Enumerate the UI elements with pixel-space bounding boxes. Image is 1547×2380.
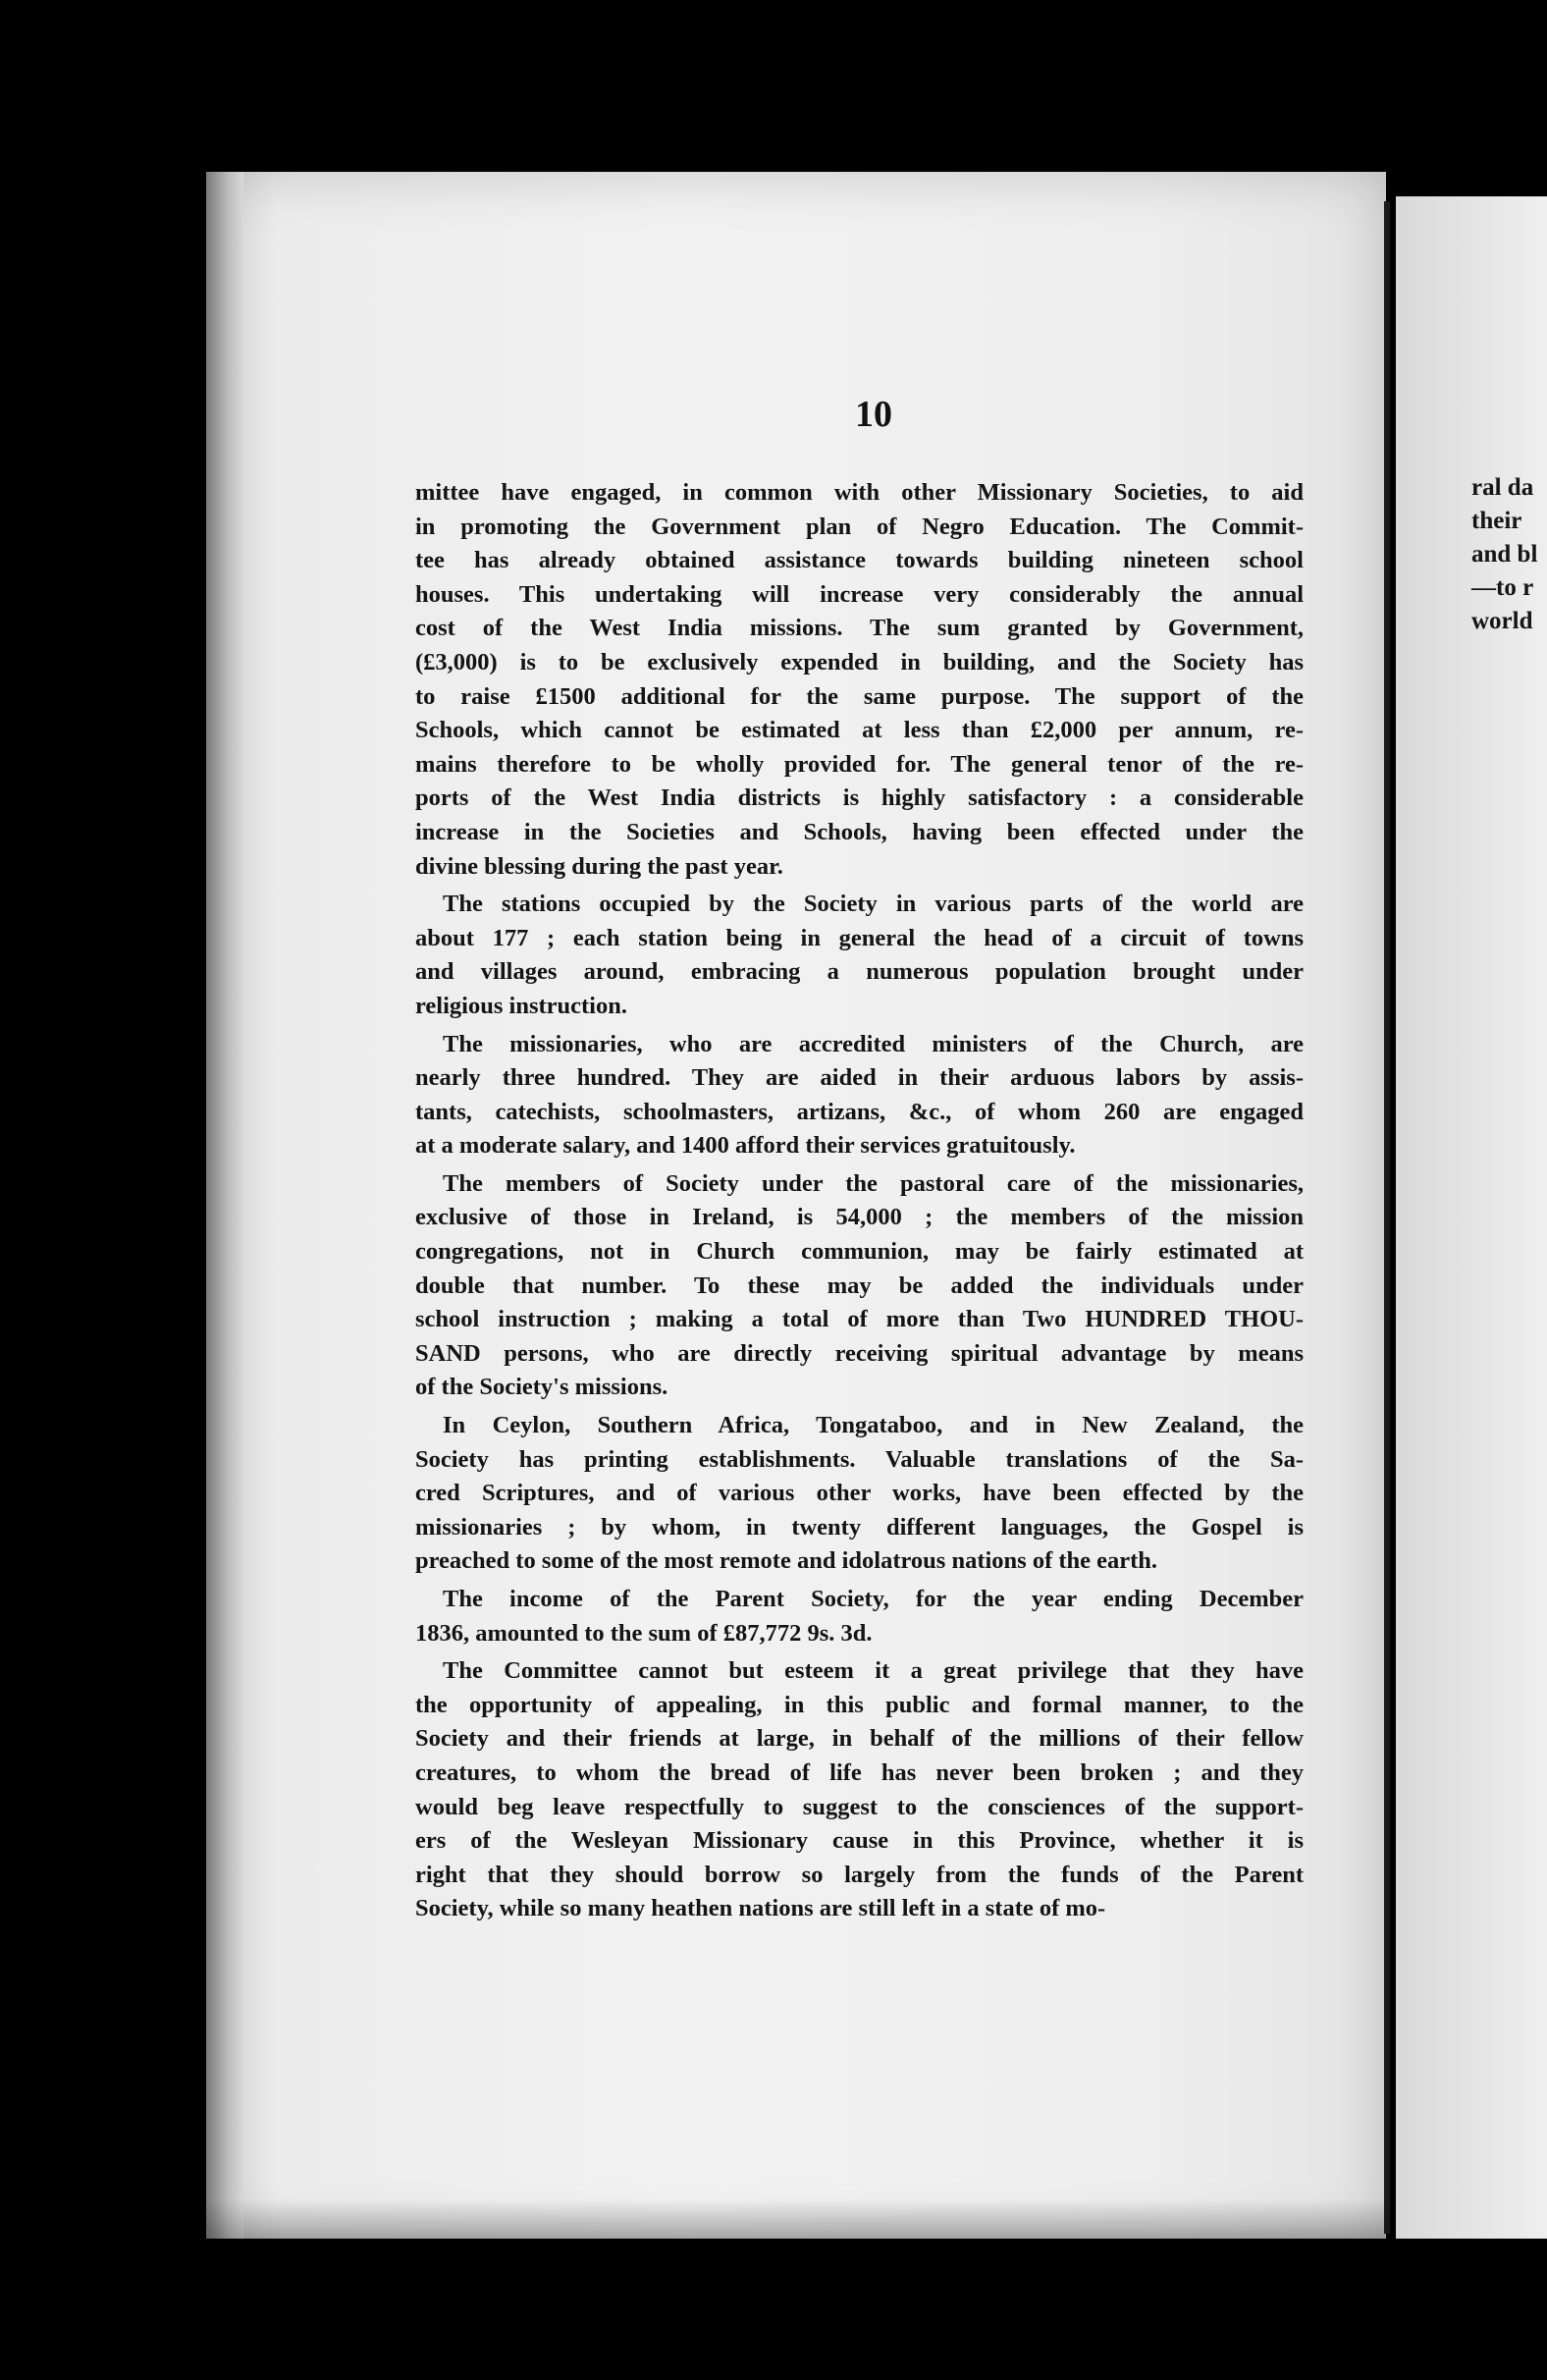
- text-line: Society has printing establishments. Valuable translations of the Sa-: [415, 1445, 1304, 1473]
- text-line: SAND persons, who are directly receiving spiritual advantage by means: [415, 1339, 1304, 1367]
- paragraph: [415, 1654, 1304, 1926]
- text-line: right that they should borrow so largely from the funds of the Parent: [415, 1861, 1304, 1888]
- text-line: increase in the Societies and Schools, having been effected under the: [415, 818, 1304, 845]
- paragraph: [415, 888, 1304, 1023]
- text-line: The income of the Parent Society, for the year ending December: [443, 1586, 1304, 1612]
- text-line: 1836, amounted to the sum of £87,772 9s. 3d.: [415, 1619, 873, 1647]
- facing-page-line: ral da: [1471, 474, 1534, 501]
- text-line: mittee have engaged, in common with other Missionary Societies, to aid: [415, 479, 1304, 506]
- text-line: tee has already obtained assistance towards building nineteen school: [415, 547, 1304, 574]
- text-line: houses. This undertaking will increase very considerably the annual: [415, 580, 1304, 608]
- text-line: Society and their friends at large, in behalf of the millions of their fellow: [415, 1725, 1304, 1753]
- text-line: of the Society's missions.: [415, 1374, 668, 1401]
- facing-page-line: and bl: [1471, 541, 1538, 568]
- page-number: 10: [855, 394, 892, 435]
- text-line: at a moderate salary, and 1400 afford their services gratuitously.: [415, 1132, 1076, 1160]
- facing-page-line: world: [1471, 608, 1533, 634]
- text-line: mains therefore to be wholly provided for. The general tenor of the re-: [415, 750, 1304, 778]
- text-line: preached to some of the most remote and idolatrous nations of the earth.: [415, 1547, 1158, 1575]
- text-line: religious instruction.: [415, 992, 627, 1019]
- text-line: school instruction ; making a total of more than Two HUNDRED THOU-: [415, 1306, 1304, 1333]
- text-line: Schools, which cannot be estimated at less than £2,000 per annum, re-: [415, 717, 1304, 744]
- paragraph: [415, 1583, 1304, 1650]
- text-line: to raise £1500 additional for the same purpose. The support of the: [415, 682, 1304, 710]
- paragraph: [415, 1409, 1304, 1579]
- page-body-text: [415, 476, 1304, 1930]
- facing-page-line: their: [1471, 508, 1522, 534]
- facing-page-fragment: [1396, 196, 1547, 2239]
- text-line: Society, while so many heathen nations are still left in a state of mo-: [415, 1895, 1106, 1922]
- text-line: cost of the West India missions. The sum granted by Government,: [415, 615, 1304, 642]
- text-line: creatures, to whom the bread of life has never been broken ; and they: [415, 1758, 1304, 1786]
- text-line: would beg leave respectfully to suggest to the consciences of the support-: [415, 1793, 1304, 1820]
- facing-page-line: —to r: [1471, 574, 1534, 601]
- paragraph: [415, 1167, 1304, 1405]
- text-line: congregations, not in Church communion, may be fairly estimated at: [415, 1238, 1304, 1266]
- page-gutter-divider: [1384, 201, 1390, 2234]
- text-line: ers of the Wesleyan Missionary cause in this Province, whether it is: [415, 1827, 1304, 1855]
- text-line: The Committee cannot but esteem it a great privilege that they have: [443, 1657, 1304, 1685]
- text-line: and villages around, embracing a numerous population brought under: [415, 958, 1304, 986]
- text-line: about 177 ; each station being in general the head of a circuit of towns: [415, 924, 1304, 951]
- text-line: The stations occupied by the Society in various parts of the world are: [443, 891, 1304, 918]
- text-line: tants, catechists, schoolmasters, artizans, &c., of whom 260 are engaged: [415, 1098, 1304, 1125]
- text-line: cred Scriptures, and of various other works, have been effected by the: [415, 1480, 1304, 1507]
- page-binding-edge: [206, 172, 243, 2239]
- text-line: In Ceylon, Southern Africa, Tongataboo, and in New Zealand, the: [443, 1412, 1304, 1439]
- facing-page-text: [1396, 471, 1537, 638]
- paragraph: [415, 476, 1304, 884]
- text-line: the opportunity of appealing, in this public and formal manner, to the: [415, 1691, 1304, 1718]
- text-line: The members of Society under the pastoral care of the missionaries,: [443, 1169, 1304, 1197]
- text-line: divine blessing during the past year.: [415, 852, 783, 880]
- page-bottom-shadow: [206, 2199, 1394, 2239]
- text-line: double that number. To these may be added the individuals under: [415, 1271, 1304, 1299]
- text-line: missionaries ; by whom, in twenty different languages, the Gospel is: [415, 1513, 1304, 1541]
- text-line: nearly three hundred. They are aided in their arduous labors by assis-: [415, 1064, 1304, 1092]
- text-line: The missionaries, who are accredited ministers of the Church, are: [443, 1030, 1304, 1057]
- paragraph: [415, 1028, 1304, 1163]
- text-line: ports of the West India districts is highly satisfactory : a considerable: [415, 784, 1304, 812]
- text-line: exclusive of those in Ireland, is 54,000 ; the members of the mission: [415, 1204, 1304, 1231]
- text-line: (£3,000) is to be exclusively expended in building, and the Society has: [415, 648, 1304, 676]
- text-line: in promoting the Government plan of Negro Education. The Commit-: [415, 513, 1304, 540]
